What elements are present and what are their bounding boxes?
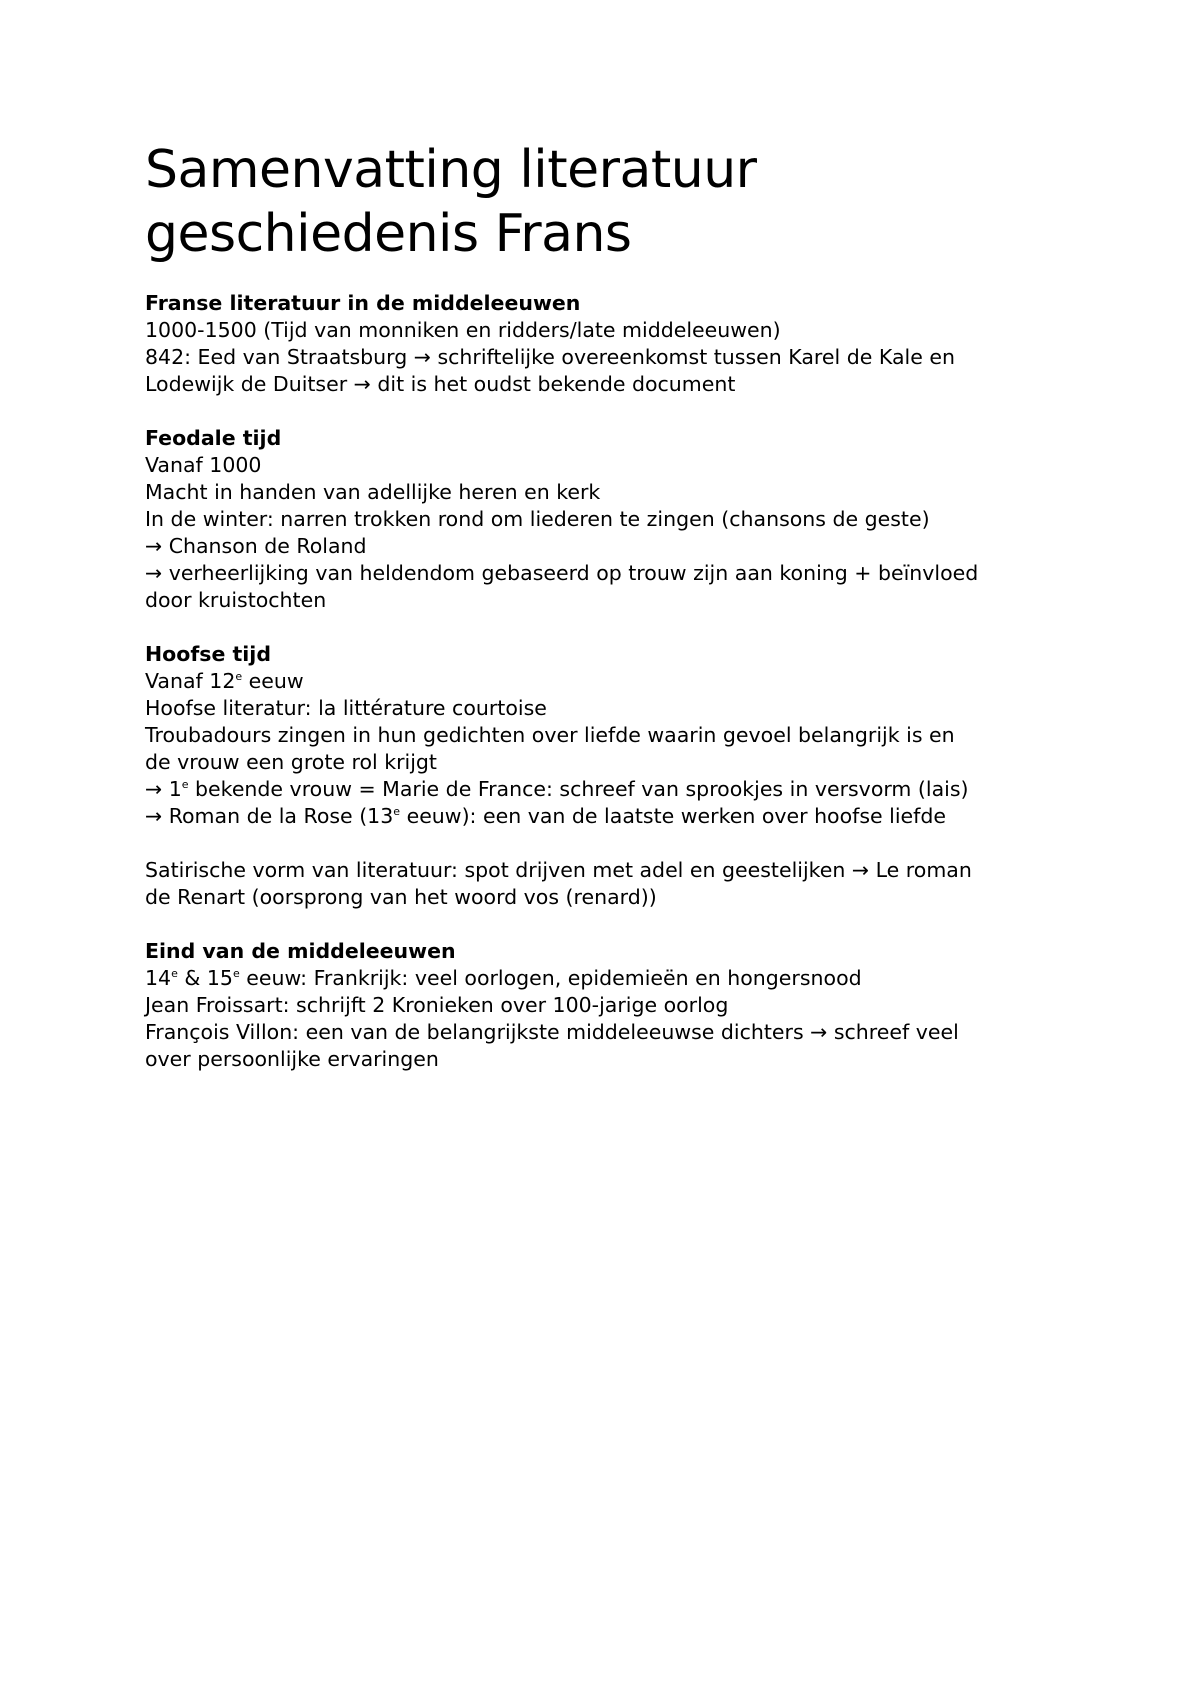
text-fragment: 14	[145, 966, 172, 990]
ordinal-superscript: e	[393, 805, 401, 818]
ordinal-superscript: e	[181, 778, 189, 791]
ordinal-superscript: e	[171, 967, 178, 980]
text-fragment: eeuw	[242, 669, 304, 693]
text-line: Satirische vorm van literatuur: spot drijven met adel en geestelijken → Le roman	[145, 858, 972, 882]
text-fragment: & 15	[177, 966, 233, 990]
section-heading: Franse literatuur in de middeleeuwen	[145, 291, 581, 315]
text-fragment: eeuw): een van de laatste werken over hoofse liefde	[400, 804, 947, 828]
section-heading: Feodale tijd	[145, 426, 282, 450]
text-line: Jean Froissart: schrijft 2 Kronieken over 100-jarige oorlog	[145, 993, 729, 1017]
text-line: Lodewijk de Duitser → dit is het oudst bekende document	[145, 372, 736, 396]
title-line-1: Samenvatting literatuur	[145, 140, 757, 200]
text-line	[145, 668, 1085, 695]
section-feodale-tijd	[145, 425, 1085, 614]
text-line: Macht in handen van adellijke heren en kerk	[145, 480, 601, 504]
text-fragment: → Roman de la Rose (13	[145, 804, 394, 828]
section-middeleeuwen	[145, 290, 1085, 398]
text-line	[145, 776, 1085, 803]
text-line: Vanaf 1000	[145, 453, 262, 477]
section-hoofse-tijd	[145, 641, 1085, 830]
text-line	[145, 965, 1085, 992]
text-line: → verheerlijking van heldendom gebaseerd op trouw zijn aan koning + beïnvloed	[145, 561, 979, 585]
ordinal-superscript: e	[232, 967, 240, 980]
text-line: 842: Eed van Straatsburg → schriftelijke overeenkomst tussen Karel de Kale en	[145, 345, 955, 369]
text-line: de Renart (oorsprong van het woord vos (renard))	[145, 885, 657, 909]
section-eind-middeleeuwen	[145, 938, 1085, 1073]
title-line-2: geschiedenis Frans	[145, 204, 632, 264]
text-line: door kruistochten	[145, 588, 327, 612]
text-line: Troubadours zingen in hun gedichten over liefde waarin gevoel belangrijk is en	[145, 723, 955, 747]
text-fragment: bekende vrouw = Marie de France: schreef van sprookjes in versvorm (lais)	[188, 777, 969, 801]
text-line: François Villon: een van de belangrijkste middeleeuwse dichters → schreef veel	[145, 1020, 959, 1044]
section-heading: Hoofse tijd	[145, 642, 272, 666]
text-fragment: Vanaf 12	[145, 669, 236, 693]
text-line	[145, 803, 1085, 830]
section-heading: Eind van de middeleeuwen	[145, 939, 456, 963]
text-line: → Chanson de Roland	[145, 534, 367, 558]
text-fragment: → 1	[145, 777, 182, 801]
text-line: In de winter: narren trokken rond om liederen te zingen (chansons de geste)	[145, 507, 930, 531]
text-line: de vrouw een grote rol krijgt	[145, 750, 437, 774]
text-line: 1000-1500 (Tijd van monniken en ridders/late middeleeuwen)	[145, 318, 781, 342]
section-satirische-vorm	[145, 857, 1085, 911]
text-line: Hoofse literatur: la littérature courtoise	[145, 696, 547, 720]
ordinal-superscript: e	[235, 670, 243, 683]
text-line: over persoonlijke ervaringen	[145, 1047, 439, 1071]
text-fragment: eeuw: Frankrijk: veel oorlogen, epidemieën en hongersnood	[239, 966, 862, 990]
document-title	[145, 0, 1085, 266]
